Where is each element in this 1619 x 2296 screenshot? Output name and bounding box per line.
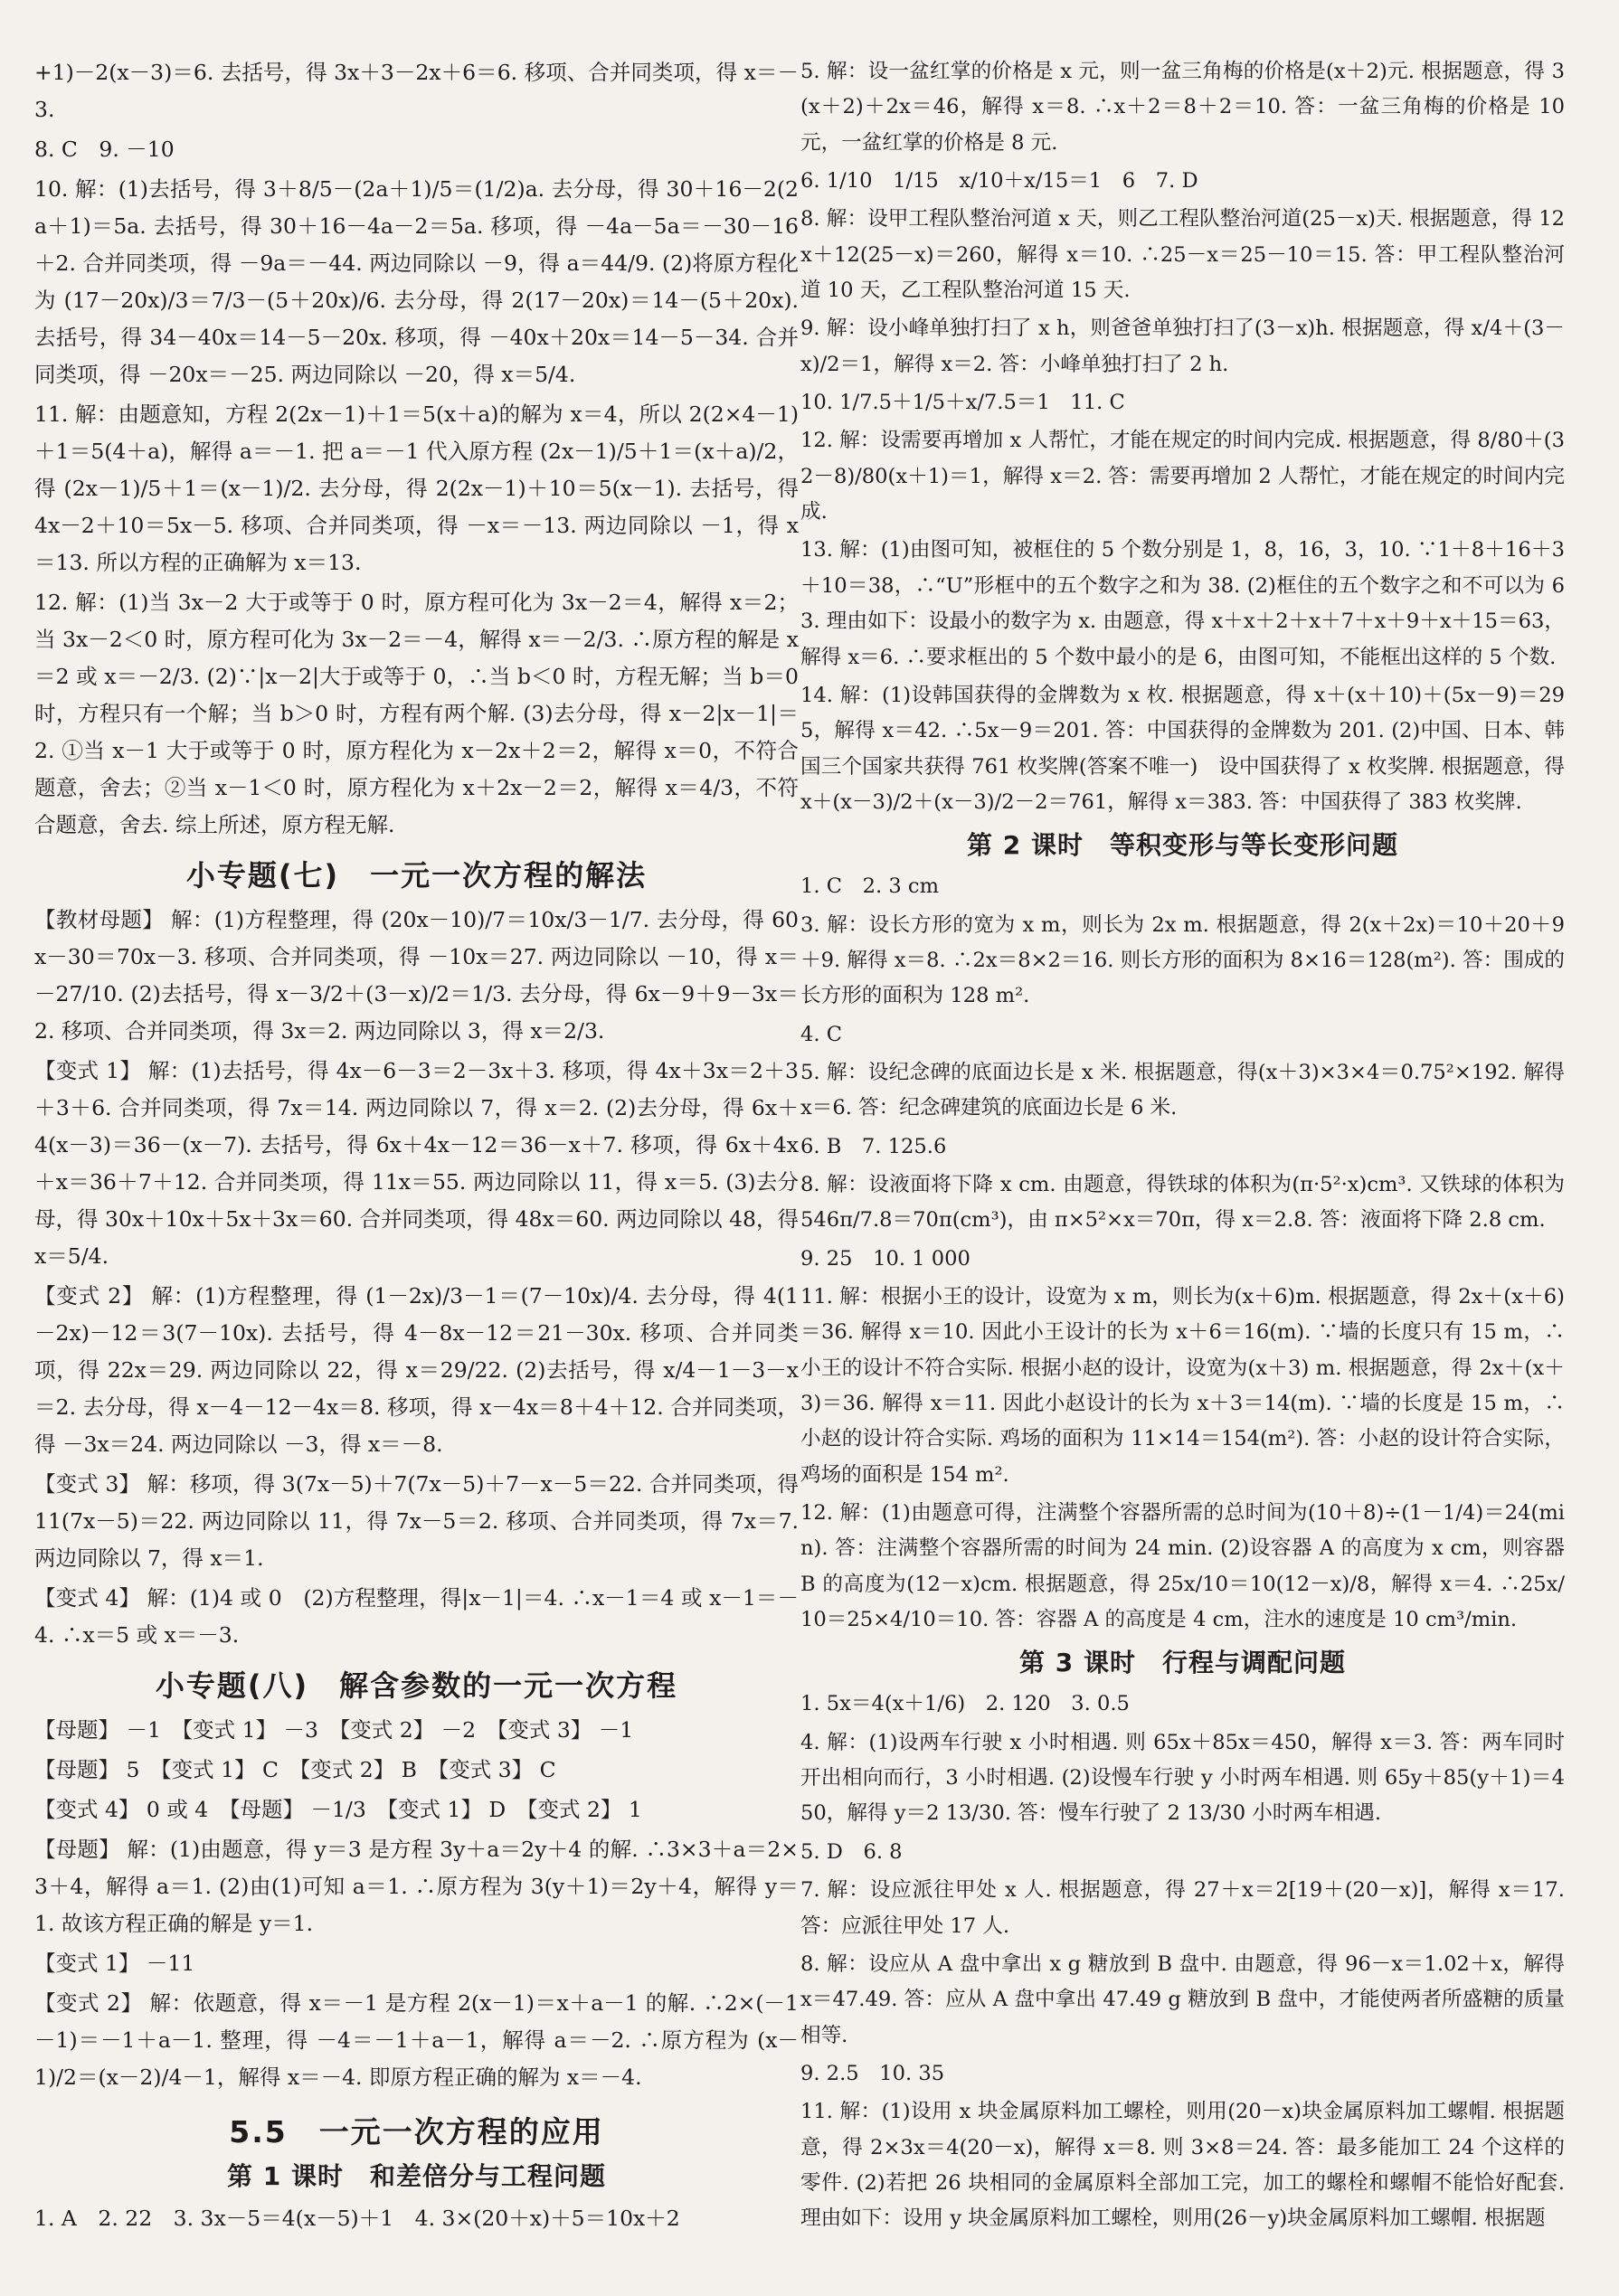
answer-paragraph: 7. 解：设应派往甲处 x 人. 根据题意，得 27＋x＝2[19＋(20－x)]，解得 x＝17. 答：应派往甲处 17 人.	[800, 1878, 1565, 1938]
answer-paragraph: 5. D 6. 8	[800, 1839, 903, 1864]
answer-paragraph: 12. 解：(1)当 3x－2 大于或等于 0 时，原方程可化为 3x－2＝4，解得 x＝2；当 3x－2＜0 时，原方程可化为 3x－2＝－4，解得 x＝－2/3. ∴原方程的解是 x＝2 或 x＝－2/3. (2)∵|x－2|大于或等于 0，∴当 b＜0 时，方程无解；当 b＝0 时，方程只有一个解；当 b＞0 时，方程有两个解. (3)去分母，得 x－2|x－1|＝2. ①当 x－1 大于或等于 0 时，原方程化为 x－2x＋2＝2，解得 x＝0，不符合题意，舍去；②当 x－1＜0 时，原方程化为 x＋2x－2＝2，解得 x＝4/3，不符合题意，舍去. 综上所述，原方程无解.	[34, 590, 799, 837]
answer-paragraph: 【变式 4】 0 或 4 【母题】 －1/3 【变式 1】 D 【变式 2】 1	[34, 1797, 642, 1822]
answer-paragraph: 4. C	[800, 1022, 843, 1046]
answer-paragraph: 8. 解：设应从 A 盘中拿出 x g 糖放到 B 盘中. 由题意，得 96－x＝1.02＋x，解得 x＝47.49. 答：应从 A 盘中拿出 47.49 g 糖放到 B 盘中，才能使两者所盛糖的质量相等.	[800, 1951, 1565, 2047]
answer-paragraph: 5. 解：设纪念碑的底面边长是 x 米. 根据题意，得(x＋3)×3×4＝0.75²×192. 解得 x＝6. 答：纪念碑建筑的底面边长是 6 米.	[800, 1060, 1565, 1120]
answer-paragraph: 3. 解：设长方形的宽为 x m，则长为 2x m. 根据题意，得 2(x＋2x)＝10＋20＋9＋9. 解得 x＝8. ∴2x＝8×2＝16. 则长方形的面积为 8×16＝128(m²). 答：围成的长方形的面积为 128 m².	[800, 912, 1565, 1008]
answer-paragraph: 14. 解：(1)设韩国获得的金牌数为 x 枚. 根据题意，得 x＋(x＋10)＋(5x－9)＝295，解得 x＝42. ∴5x－9＝201. 答：中国获得的金牌数为 201. (2)中国、日本、韩国三个国家共获得 761 枚奖牌(答案不唯一) 设中国获得了 x 枚奖牌. 根据题意，得 x＋(x－3)/2＋(x－3)/2－2＝761，解得 x＝383. 答：中国获得了 383 枚奖牌.	[800, 683, 1565, 814]
answer-paragraph: 4. 解：(1)设两车行驶 x 小时相遇. 则 65x＋85x＝450，解得 x＝3. 答：两车同时开出相向而行，3 小时相遇. (2)设慢车行驶 y 小时两车相遇. 则 65y＋85(y＋1)＝450，解得 y＝2 13/30. 答：慢车行驶了 2 13/30 小时两车相遇.	[800, 1730, 1565, 1826]
answer-paragraph: 13. 解：(1)由图可知，被框住的 5 个数分别是 1，8，16，3，10. ∵1＋8＋16＋3＋10＝38，∴“U”形框中的五个数字之和为 38. (2)框住的五个数字之和不可以为 63. 理由如下：设最小的数字为 x. 由题意，得 x＋x＋2＋x＋7＋x＋9＋x＋15＝63，解得 x＝6. ∴要求框出的 5 个数中最小的是 6，由图可知，不能框出这样的 5 个数.	[800, 538, 1565, 669]
answer-paragraph: 8. 解：设液面将下降 x cm. 由题意，得铁球的体积为(π·5²·x)cm³. 又铁球的体积为 546π/7.8＝70π(cm³)，由 π×5²×x＝70π，得 x＝2.8. 答：液面将下降 2.8 cm.	[800, 1172, 1565, 1233]
answer-paragraph: 【母题】 －1 【变式 1】 －3 【变式 2】 －2 【变式 3】 －1	[34, 1717, 634, 1743]
answer-paragraph: 1. 5x＝4(x＋1/6) 2. 120 3. 0.5	[800, 1692, 1130, 1716]
answer-paragraph: 12. 解：设需要再增加 x 人帮忙，才能在规定的时间内完成. 根据题意，得 8/80＋(32－8)/80(x＋1)＝1，解得 x＝2. 答：需要再增加 2 人帮忙，才能在规定的时间内完成.	[800, 429, 1565, 524]
lesson-heading: 第 3 课时 行程与调配问题	[1019, 1648, 1346, 1678]
topic-heading: 小专题(七) 一元一次方程的解法	[185, 858, 648, 893]
answer-paragraph: 10. 1/7.5＋1/5＋x/7.5＝1 11. C	[800, 391, 1125, 415]
topic-heading: 小专题(八) 解含参数的一元一次方程	[155, 1668, 678, 1703]
answer-paragraph: 10. 解：(1)去括号，得 3＋8/5－(2a＋1)/5＝(1/2)a. 去分母，得 30＋16－2(2a＋1)＝5a. 去括号，得 30＋16－4a－2＝5a. 移项，得 －4a－5a＝－30－16＋2. 合并同类项，得 －9a＝－44. 两边同除以 －9，得 a＝44/9. (2)将原方程化为 (17－20x)/3＝7/3－(5＋20x)/6. 去分母，得 2(17－20x)＝14－(5＋20x). 去括号，得 34－40x＝14－5－20x. 移项，得 －40x＋20x＝14－5－34. 合并同类项，得 －20x＝－25. 两边同除以 －20，得 x＝5/4.	[34, 176, 799, 387]
answer-paragraph: 【变式 1】 解：(1)去括号，得 4x－6－3＝2－3x＋3. 移项，得 4x＋3x＝2＋3＋3＋6. 合并同类项，得 7x＝14. 两边同除以 7，得 x＝2. (2)去分母，得 6x＋4(x－3)＝36－(x－7). 去括号，得 6x＋4x－12＝36－x＋7. 移项，得 6x＋4x＋x＝36＋7＋12. 合并同类项，得 11x＝55. 两边同除以 11，得 x＝5. (3)去分母，得 30x＋10x＋5x＋3x＝60. 合并同类项，得 48x＝60. 两边同除以 48，得 x＝5/4.	[34, 1058, 799, 1269]
lesson-heading: 第 1 课时 和差倍分与工程问题	[227, 2161, 606, 2191]
answer-paragraph: 【变式 2】 解：依题意，得 x＝－1 是方程 2(x－1)＝x＋a－1 的解. ∴2×(－1－1)＝－1＋a－1. 整理，得 －4＝－1＋a－1，解得 a＝－2. ∴原方程为 (x－1)/2＝(x－2)/4－1，解得 x＝－4. 即原方程正确的解为 x＝－4.	[34, 1990, 799, 2090]
answer-paragraph: 6. 1/10 1/15 x/10＋x/15＝1 6 7. D	[800, 169, 1198, 194]
answer-paragraph: 【变式 1】 －11	[34, 1951, 195, 1976]
left-column	[34, 54, 799, 2240]
answer-paragraph: 5. 解：设一盆红掌的价格是 x 元，则一盆三角梅的价格是(x＋2)元. 根据题意，得 3(x＋2)＋2x＝46，解得 x＝8. ∴x＋2＝8＋2＝10. 答：一盆三角梅的价格是 10 元，一盆红掌的价格是 8 元.	[800, 60, 1565, 155]
answer-paragraph: 11. 解：由题意知，方程 2(2x－1)＋1＝5(x＋a)的解为 x＝4，所以 2(2×4－1)＋1＝5(4＋a)，解得 a＝－1. 把 a＝－1 代入原方程 (2x－1)/5＋1＝(x＋a)/2，得 (2x－1)/5＋1＝(x－1)/2. 去分母，得 2(2x－1)＋10＝5(x－1). 去括号，得 4x－2＋10＝5x－5. 移项、合并同类项，得 －x＝－13. 两边同除以 －1，得 x＝13. 所以方程的正确解为 x＝13.	[34, 402, 799, 575]
answer-paragraph: 【变式 2】 解：(1)方程整理，得 (1－2x)/3－1＝(7－10x)/4. 去分母，得 4(1－2x)－12＝3(7－10x). 去括号，得 4－8x－12＝21－30x. 移项、合并同类项，得 22x＝29. 两边同除以 22，得 x＝29/22. (2)去括号，得 x/4－1－3－x＝2. 去分母，得 x－4－12－4x＝8. 移项，得 x－4x＝8＋4＋12. 合并同类项，得 －3x＝24. 两边同除以 －3，得 x＝－8.	[34, 1283, 799, 1457]
answer-paragraph: 6. B 7. 125.6	[800, 1134, 947, 1158]
answer-paragraph: 【母题】 解：(1)由题意，得 y＝3 是方程 3y＋a＝2y＋4 的解. ∴3×3＋a＝2×3＋4，解得 a＝1. (2)由(1)可知 a＝1. ∴原方程为 3(y＋1)＝2y＋4，解得 y＝1. 故该方程正确的解是 y＝1.	[34, 1837, 799, 1936]
answer-paragraph: 11. 解：根据小王的设计，设宽为 x m，则长为(x＋6)m. 根据题意，得 2x＋(x＋6)＝36. 解得 x＝10. 因此小王设计的长为 x＋6＝16(m). ∵墙的长度只有 15 m，∴小王的设计不符合实际. 根据小赵的设计，设宽为(x＋3) m. 根据题意，得 2x＋(x＋3)＝36. 解得 x＝11. 因此小赵设计的长为 x＋3＝14(m). ∵墙的长度是 15 m，∴小赵的设计符合实际. 鸡场的面积为 11×14＝154(m²). 答：小赵的设计符合实际，鸡场的面积是 154 m².	[800, 1285, 1565, 1487]
answer-paragraph: 【变式 3】 解：移项，得 3(7x－5)＋7(7x－5)＋7－x－5＝22. 合并同类项，得 11(7x－5)＝22. 两边同除以 11，得 7x－5＝2. 移项、合并同类项，得 7x＝7. 两边同除以 7，得 x＝1.	[34, 1471, 799, 1571]
answer-paragraph: 12. 解：(1)由题意可得，注满整个容器所需的总时间为(10＋8)÷(1－1/4)＝24(min). 答：注满整个容器所需的时间为 24 min. (2)设容器 A 的高度为 x cm，则容器 B 的高度为(12－x)cm. 根据题意，得 25x/10＝10(12－x)/8，解得 x＝4. ∴25x/10＝25×4/10＝10. 答：容器 A 的高度是 4 cm，注水的速度是 10 cm³/min.	[800, 1501, 1565, 1632]
section-heading: 5.5 一元一次方程的应用	[229, 2114, 604, 2150]
lesson-heading: 第 2 课时 等积变形与等长变形问题	[967, 830, 1398, 861]
answer-paragraph: +1)－2(x－3)＝6. 去括号，得 3x＋3－2x＋6＝6. 移项、合并同类项，得 x＝－3.	[34, 60, 799, 122]
right-column	[800, 54, 1565, 2240]
answer-paragraph: 8. C 9. －10	[34, 137, 175, 162]
answer-paragraph: 【母题】 5 【变式 1】 C 【变式 2】 B 【变式 3】 C	[34, 1757, 556, 1782]
answer-paragraph: 【变式 4】 解：(1)4 或 0 (2)方程整理，得|x－1|＝4. ∴x－1＝4 或 x－1＝－4. ∴x＝5 或 x＝－3.	[34, 1585, 799, 1648]
answer-paragraph: 1. C 2. 3 cm	[800, 874, 939, 899]
answer-paragraph: 【教材母题】 解：(1)方程整理，得 (20x－10)/7＝10x/3－1/7. 去分母，得 60x－30＝70x－3. 移项、合并同类项，得 －10x＝27. 两边同除以 －10，得 x＝－27/10. (2)去括号，得 x－3/2＋(3－x)/2＝1/3. 去分母，得 6x－9＋9－3x＝2. 移项、合并同类项，得 3x＝2. 两边同除以 3，得 x＝2/3.	[34, 907, 799, 1044]
answer-paragraph: 9. 解：设小峰单独打扫了 x h，则爸爸单独打扫了(3－x)h. 根据题意，得 x/4＋(3－x)/2＝1，解得 x＝2. 答：小峰单独打扫了 2 h.	[800, 317, 1565, 376]
answer-paragraph: 9. 2.5 10. 35	[800, 2061, 945, 2085]
answer-paragraph: 1. A 2. 22 3. 3x－5＝4(x－5)＋1 4. 3×(20＋x)＋5＝10x＋2	[34, 2206, 680, 2231]
answer-paragraph: 8. 解：设甲工程队整治河道 x 天，则乙工程队整治河道(25－x)天. 根据题意，得 12x＋12(25－x)＝260，解得 x＝10. ∴25－x＝25－10＝15. 答：甲工程队整治河道 10 天，乙工程队整治河道 15 天.	[800, 207, 1565, 303]
answer-paragraph: 9. 25 10. 1 000	[800, 1246, 970, 1271]
answer-paragraph: 11. 解：(1)设用 x 块金属原料加工螺栓，则用(20－x)块金属原料加工螺帽. 根据题意，得 2×3x＝4(20－x)，解得 x＝8. 则 3×8＝24. 答：最多能加工 24 个这样的零件. (2)若把 26 块相同的金属原料全部加工完，加工的螺栓和螺帽不能恰好配套. 理由如下：设用 y 块金属原料加工螺栓，则用(26－y)块金属原料加工螺帽. 根据题	[800, 2100, 1565, 2231]
